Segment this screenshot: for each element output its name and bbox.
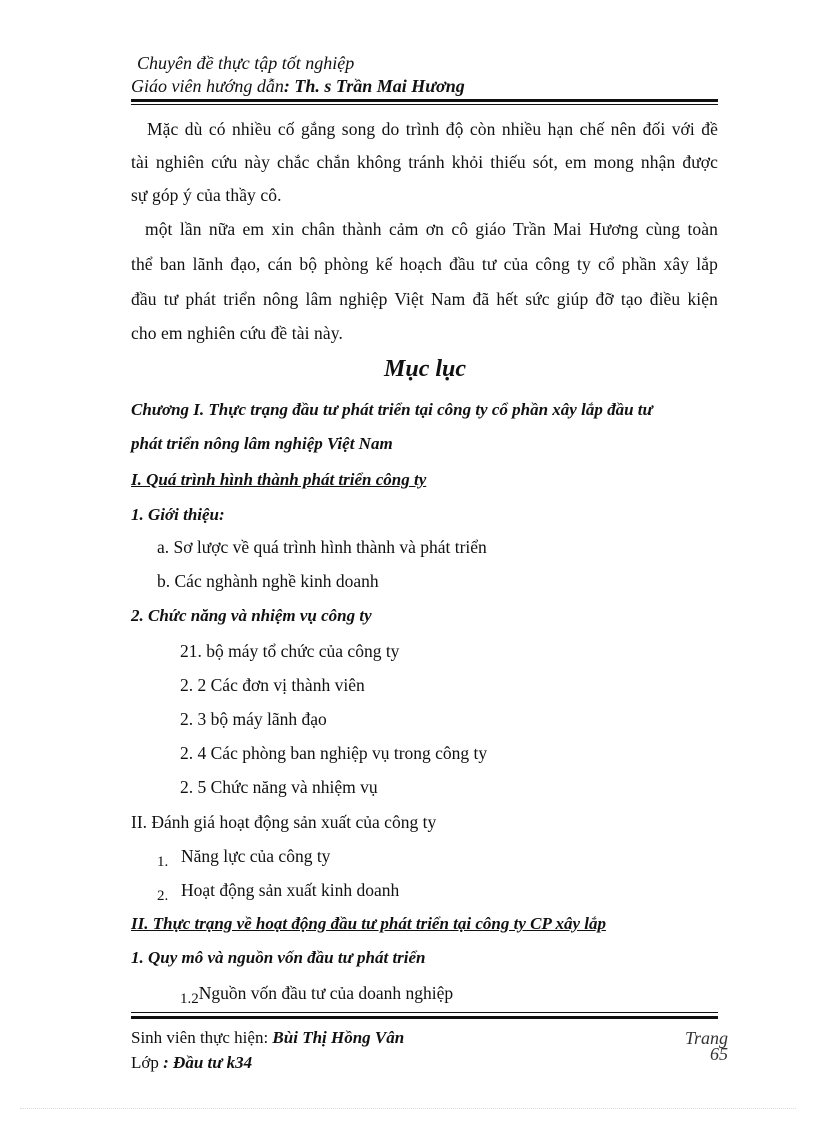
- toc-section-II-evaluation: II. Đánh giá hoạt động sản xuất của công ty: [131, 812, 437, 832]
- toc-item-21: 21. bộ máy tổ chức của công ty: [180, 641, 400, 661]
- footer-student-name: Bùi Thị Hồng Vân: [272, 1028, 405, 1047]
- header-advisor-name: : Th. s Trần Mai Hương: [283, 76, 465, 96]
- toc-item-24: 2. 4 Các phòng ban nghiệp vụ trong công ty: [180, 743, 488, 763]
- footer-class-label: Lớp: [131, 1053, 164, 1072]
- para1-line2: tài nghiên cứu này chắc chắn không tránh khỏi thiếu sót, em mong nhận được: [131, 152, 718, 172]
- toc-item-25: 2. 5 Chức năng và nhiệm vụ: [180, 777, 378, 797]
- footer-page: [685, 1030, 728, 1062]
- footer-page-label: Trang: [684, 1028, 728, 1048]
- para2-line4: cho em nghiên cứu đề tài này.: [131, 323, 343, 343]
- toc-n2-number: 2.: [157, 888, 169, 904]
- toc-n2-text: Hoạt động sản xuất kinh doanh: [181, 880, 400, 900]
- toc-chapter1-line1: Chương I. Thực trạng đầu tư phát triển tại công ty cổ phần xây lắp đầu tư: [131, 400, 653, 419]
- footer-class: [131, 1053, 252, 1073]
- toc-n2-row: [157, 880, 400, 904]
- footer-student-label: Sinh viên thực hiện:: [131, 1028, 273, 1047]
- footer-rule-thin: [131, 1012, 718, 1013]
- footer-class-name: : Đầu tư k34: [163, 1053, 253, 1072]
- toc-n1-number: 1.: [157, 854, 169, 870]
- page-bottom-dotted-line: [20, 1108, 796, 1109]
- header-advisor: [131, 76, 465, 97]
- para2-line2: thể ban lãnh đạo, cán bộ phòng kế hoạch đầu tư của công ty cổ phần xây lắp: [131, 254, 718, 274]
- header-advisor-label: Giáo viên hướng dẫn: [131, 76, 284, 96]
- footer-page-number: 65: [710, 1044, 728, 1064]
- footer-student: [131, 1028, 404, 1048]
- toc-sub-2: 2. Chức năng và nhiệm vụ công ty: [131, 606, 372, 625]
- para2-line1: một lần nữa em xin chân thành cảm ơn cô giáo Trần Mai Hương cùng toàn: [145, 219, 718, 239]
- toc-item-23: 2. 3 bộ máy lãnh đạo: [180, 709, 327, 729]
- footer-rule-thick: [131, 1016, 718, 1019]
- toc-sub-1: 1. Giới thiệu:: [131, 505, 225, 524]
- para1-line3: sự góp ý của thầy cô.: [131, 185, 282, 205]
- toc-title: Mục lục: [384, 356, 467, 382]
- toc-item-22: 2. 2 Các đơn vị thành viên: [180, 675, 365, 695]
- toc-chapter1-line2: phát triển nông lâm nghiệp Việt Nam: [131, 434, 393, 453]
- toc-section-I: I. Quá trình hình thành phát triển công ty: [131, 470, 427, 489]
- para2-line3: đầu tư phát triển nông lâm nghiệp Việt Nam đã hết sức giúp đỡ tạo điều kiện: [131, 289, 718, 309]
- toc-section-II-investment: II. Thực trạng về hoạt động đầu tư phát triển tại công ty CP xây lắp: [131, 914, 606, 933]
- para1-line1: Mặc dù có nhiều cố gắng song do trình độ còn nhiều hạn chế nên đối với đề: [147, 119, 718, 139]
- toc-item-12-number: 1.2: [180, 991, 199, 1007]
- toc-n1-row: [157, 846, 331, 870]
- header-rule-thin: [131, 104, 718, 105]
- header-title: Chuyên đề thực tập tốt nghiệp: [137, 53, 355, 73]
- header-rule-thick: [131, 99, 718, 102]
- toc-sub-II-1: 1. Quy mô và nguồn vốn đầu tư phát triển: [131, 948, 426, 967]
- toc-item-b: b. Các nghành nghề kinh doanh: [157, 571, 379, 591]
- toc-item-12-text: Nguồn vốn đầu tư của doanh nghiệp: [198, 983, 454, 1003]
- toc-n1-text: Năng lực của công ty: [181, 846, 331, 866]
- toc-item-12-row: [180, 983, 454, 1007]
- toc-item-a: a. Sơ lược về quá trình hình thành và phát triển: [157, 537, 487, 557]
